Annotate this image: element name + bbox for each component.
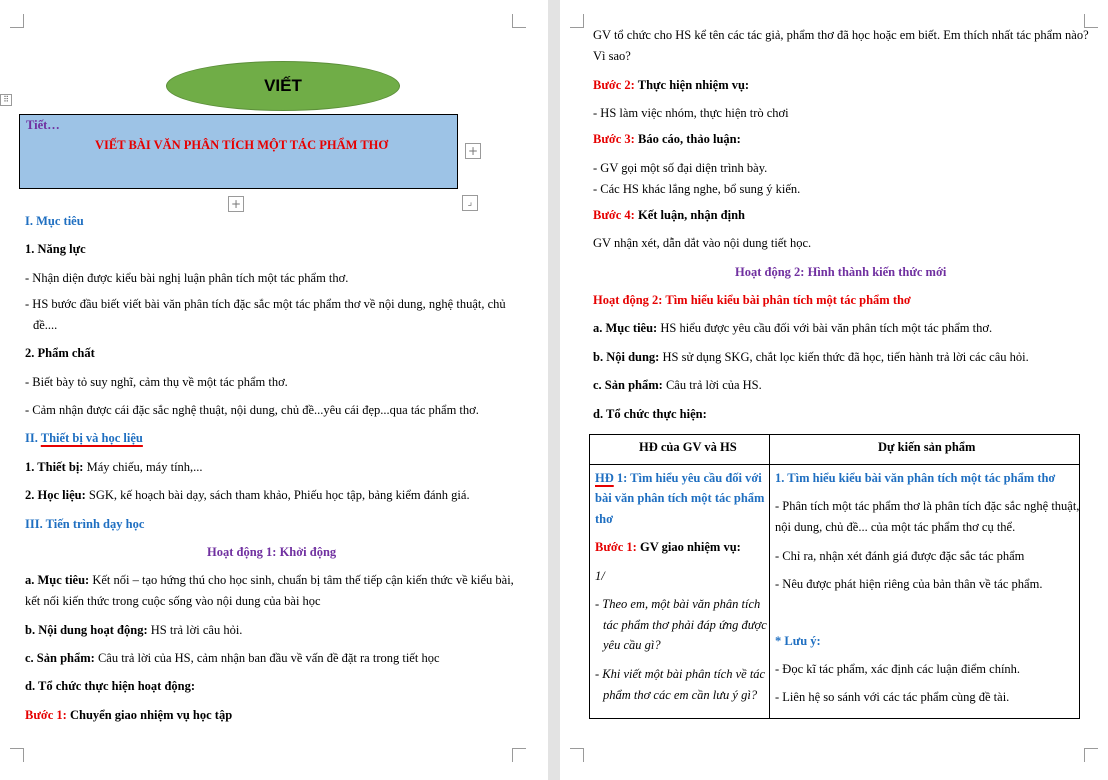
paragraph: - Nhận diện được kiểu bài nghị luận phân tích một tác phẩm thơ.: [25, 271, 349, 285]
paragraph: nội dung, chủ đề... của một tác phẩm thơ cụ thể.: [775, 520, 1016, 534]
cell-heading: HĐ 1: Tìm hiểu yêu cầu đối với: [595, 471, 762, 485]
paragraph: GV nhận xét, dẫn dắt vào nội dung tiết học.: [593, 236, 812, 250]
paragraph: 1. Thiết bị: Máy chiếu, máy tính,...: [25, 460, 203, 474]
paragraph: - Các HS khác lắng nghe, bổ sung ý kiến.: [593, 182, 801, 196]
section-heading: [25, 430, 143, 446]
column-header: HĐ của GV và HS: [639, 440, 737, 454]
paragraph: - Phân tích một tác phẩm thơ là phân tích đặc sắc nghệ thuật,: [775, 499, 1080, 513]
paragraph: - Biết bày tỏ suy nghĩ, cảm thụ về một tác phẩm thơ.: [25, 375, 288, 389]
cell-heading: 1. Tìm hiểu kiểu bài văn phân tích một tác phẩm thơ: [775, 471, 1056, 485]
paragraph: - Liên hệ so sánh với các tác phẩm cùng đề tài.: [775, 690, 1010, 704]
crop-mark: [1084, 14, 1098, 28]
question: - Theo em, một bài văn phân tích: [595, 597, 761, 611]
header-ellipse-shape[interactable]: VIẾT: [166, 61, 400, 111]
activity-title: Hoạt động 2: Hình thành kiến thức mới: [735, 265, 947, 279]
cell-heading: thơ: [595, 512, 614, 526]
question: tác phẩm thơ phải đáp ứng được: [603, 618, 767, 632]
subsection-heading: 2. Phẩm chất: [25, 346, 95, 360]
document-page-left: [0, 0, 548, 780]
paragraph: Vì sao?: [593, 49, 631, 63]
activity-title: Hoạt động 1: Khởi động: [207, 545, 337, 559]
lesson-title: VIẾT BÀI VĂN PHÂN TÍCH MỘT TÁC PHẨM THƠ: [95, 138, 389, 152]
paragraph: b. Nội dung hoạt động: HS trả lời câu hỏi.: [25, 623, 243, 637]
column-header: Dự kiến sản phẩm: [878, 440, 976, 454]
subsection-heading: d. Tổ chức thực hiện hoạt động:: [25, 679, 196, 693]
add-row-button[interactable]: +: [228, 196, 244, 212]
paragraph: 2. Học liệu: SGK, kế hoạch bài dạy, sách tham khảo, Phiếu học tập, bảng kiểm đánh giá.: [25, 488, 470, 502]
paragraph: GV tổ chức cho HS kể tên các tác giả, phẩm thơ đã học hoặc em biết. Em thích nhất tác phẩm nào?: [593, 28, 1089, 42]
crop-mark: [570, 748, 584, 762]
subsection-heading: d. Tổ chức thực hiện:: [593, 407, 707, 421]
lesson-plan-table[interactable]: [589, 434, 1080, 719]
paragraph: - Nêu được phát hiện riêng của bản thân về tác phẩm.: [775, 577, 1043, 591]
paragraph: đề....: [33, 318, 58, 332]
step-heading: Bước 1: GV giao nhiệm vụ:: [595, 540, 741, 554]
crop-mark: [10, 14, 24, 28]
crop-mark: [512, 748, 526, 762]
step-heading: Bước 2: Thực hiện nhiệm vụ:: [593, 78, 750, 92]
lesson-title-box[interactable]: [19, 114, 458, 189]
paragraph: kết nối kiến thức trong cuộc sống vào nội dung của bài học: [25, 594, 321, 608]
paragraph: c. Sản phẩm: Câu trả lời của HS.: [593, 378, 762, 392]
paragraph: - HS bước đầu biết viết bài văn phân tích đặc sắc một tác phẩm thơ về nội dung, nghệ thuật, chủ: [25, 297, 506, 311]
question: phẩm thơ các em cần lưu ý gì?: [603, 688, 758, 702]
paragraph: Bước 1: Chuyển giao nhiệm vụ học tập: [25, 708, 233, 722]
step-heading: Bước 3: Báo cáo, thảo luận:: [593, 132, 741, 146]
paragraph: a. Mục tiêu: Kết nối – tạo hứng thú cho học sinh, chuẩn bị tâm thế tiếp cận kiến thức về kiểu bài,: [25, 573, 514, 587]
subsection-heading: 1. Năng lực: [25, 242, 86, 256]
question: yêu cầu gì?: [603, 638, 661, 652]
question: - Khi viết một bài phân tích về tác: [595, 667, 766, 681]
lesson-label: Tiết…: [26, 118, 60, 132]
table-cell-product[interactable]: [770, 465, 1080, 719]
add-column-button[interactable]: +: [465, 143, 481, 159]
section-heading: III. Tiến trình dạy học: [25, 517, 145, 531]
section-number: II.: [25, 431, 38, 445]
table-cell-activity[interactable]: [590, 465, 770, 719]
table-resize-handle[interactable]: ⌟: [462, 195, 478, 211]
paragraph: a. Mục tiêu: HS hiểu được yêu cầu đối với bài văn phân tích một tác phẩm thơ.: [593, 321, 993, 335]
crop-mark: [1084, 748, 1098, 762]
paragraph: - Cảm nhận được cái đặc sắc nghệ thuật, nội dung, chủ đề...yêu cái đẹp...qua tác phẩm thơ.: [25, 403, 479, 417]
paragraph: 1/: [595, 569, 605, 583]
paragraph: - Đọc kĩ tác phẩm, xác định các luận điểm chính.: [775, 662, 1021, 676]
activity-subtitle: Hoạt động 2: Tìm hiểu kiểu bài phân tích một tác phẩm thơ: [593, 293, 911, 307]
crop-mark: [570, 14, 584, 28]
page-gutter: [548, 0, 560, 780]
table-header-cell[interactable]: [590, 435, 770, 465]
paragraph: - HS làm việc nhóm, thực hiện trò chơi: [593, 106, 789, 120]
paragraph: c. Sản phẩm: Câu trả lời của HS, cảm nhận ban đầu về vấn đề đặt ra trong tiết học: [25, 651, 440, 665]
cell-heading: bài văn phân tích một tác phẩm: [595, 491, 765, 505]
table-header-cell[interactable]: [770, 435, 1080, 465]
note-heading: * Lưu ý:: [775, 634, 821, 648]
step-heading: Bước 4: Kết luận, nhận định: [593, 208, 745, 222]
paragraph: - Chỉ ra, nhận xét đánh giá được đặc sắc tác phẩm: [775, 549, 1025, 563]
section-title-misspelled: Thiết bị và học liệu: [40, 431, 143, 445]
paragraph: b. Nội dung: HS sử dụng SKG, chắt lọc kiến thức đã học, tiến hành trả lời các câu hỏi.: [593, 350, 1029, 364]
paragraph: - GV gọi một số đại diện trình bày.: [593, 161, 768, 175]
section-heading: I. Mục tiêu: [25, 214, 84, 228]
crop-mark: [512, 14, 526, 28]
table-move-handle[interactable]: ⠿: [0, 94, 12, 106]
crop-mark: [10, 748, 24, 762]
